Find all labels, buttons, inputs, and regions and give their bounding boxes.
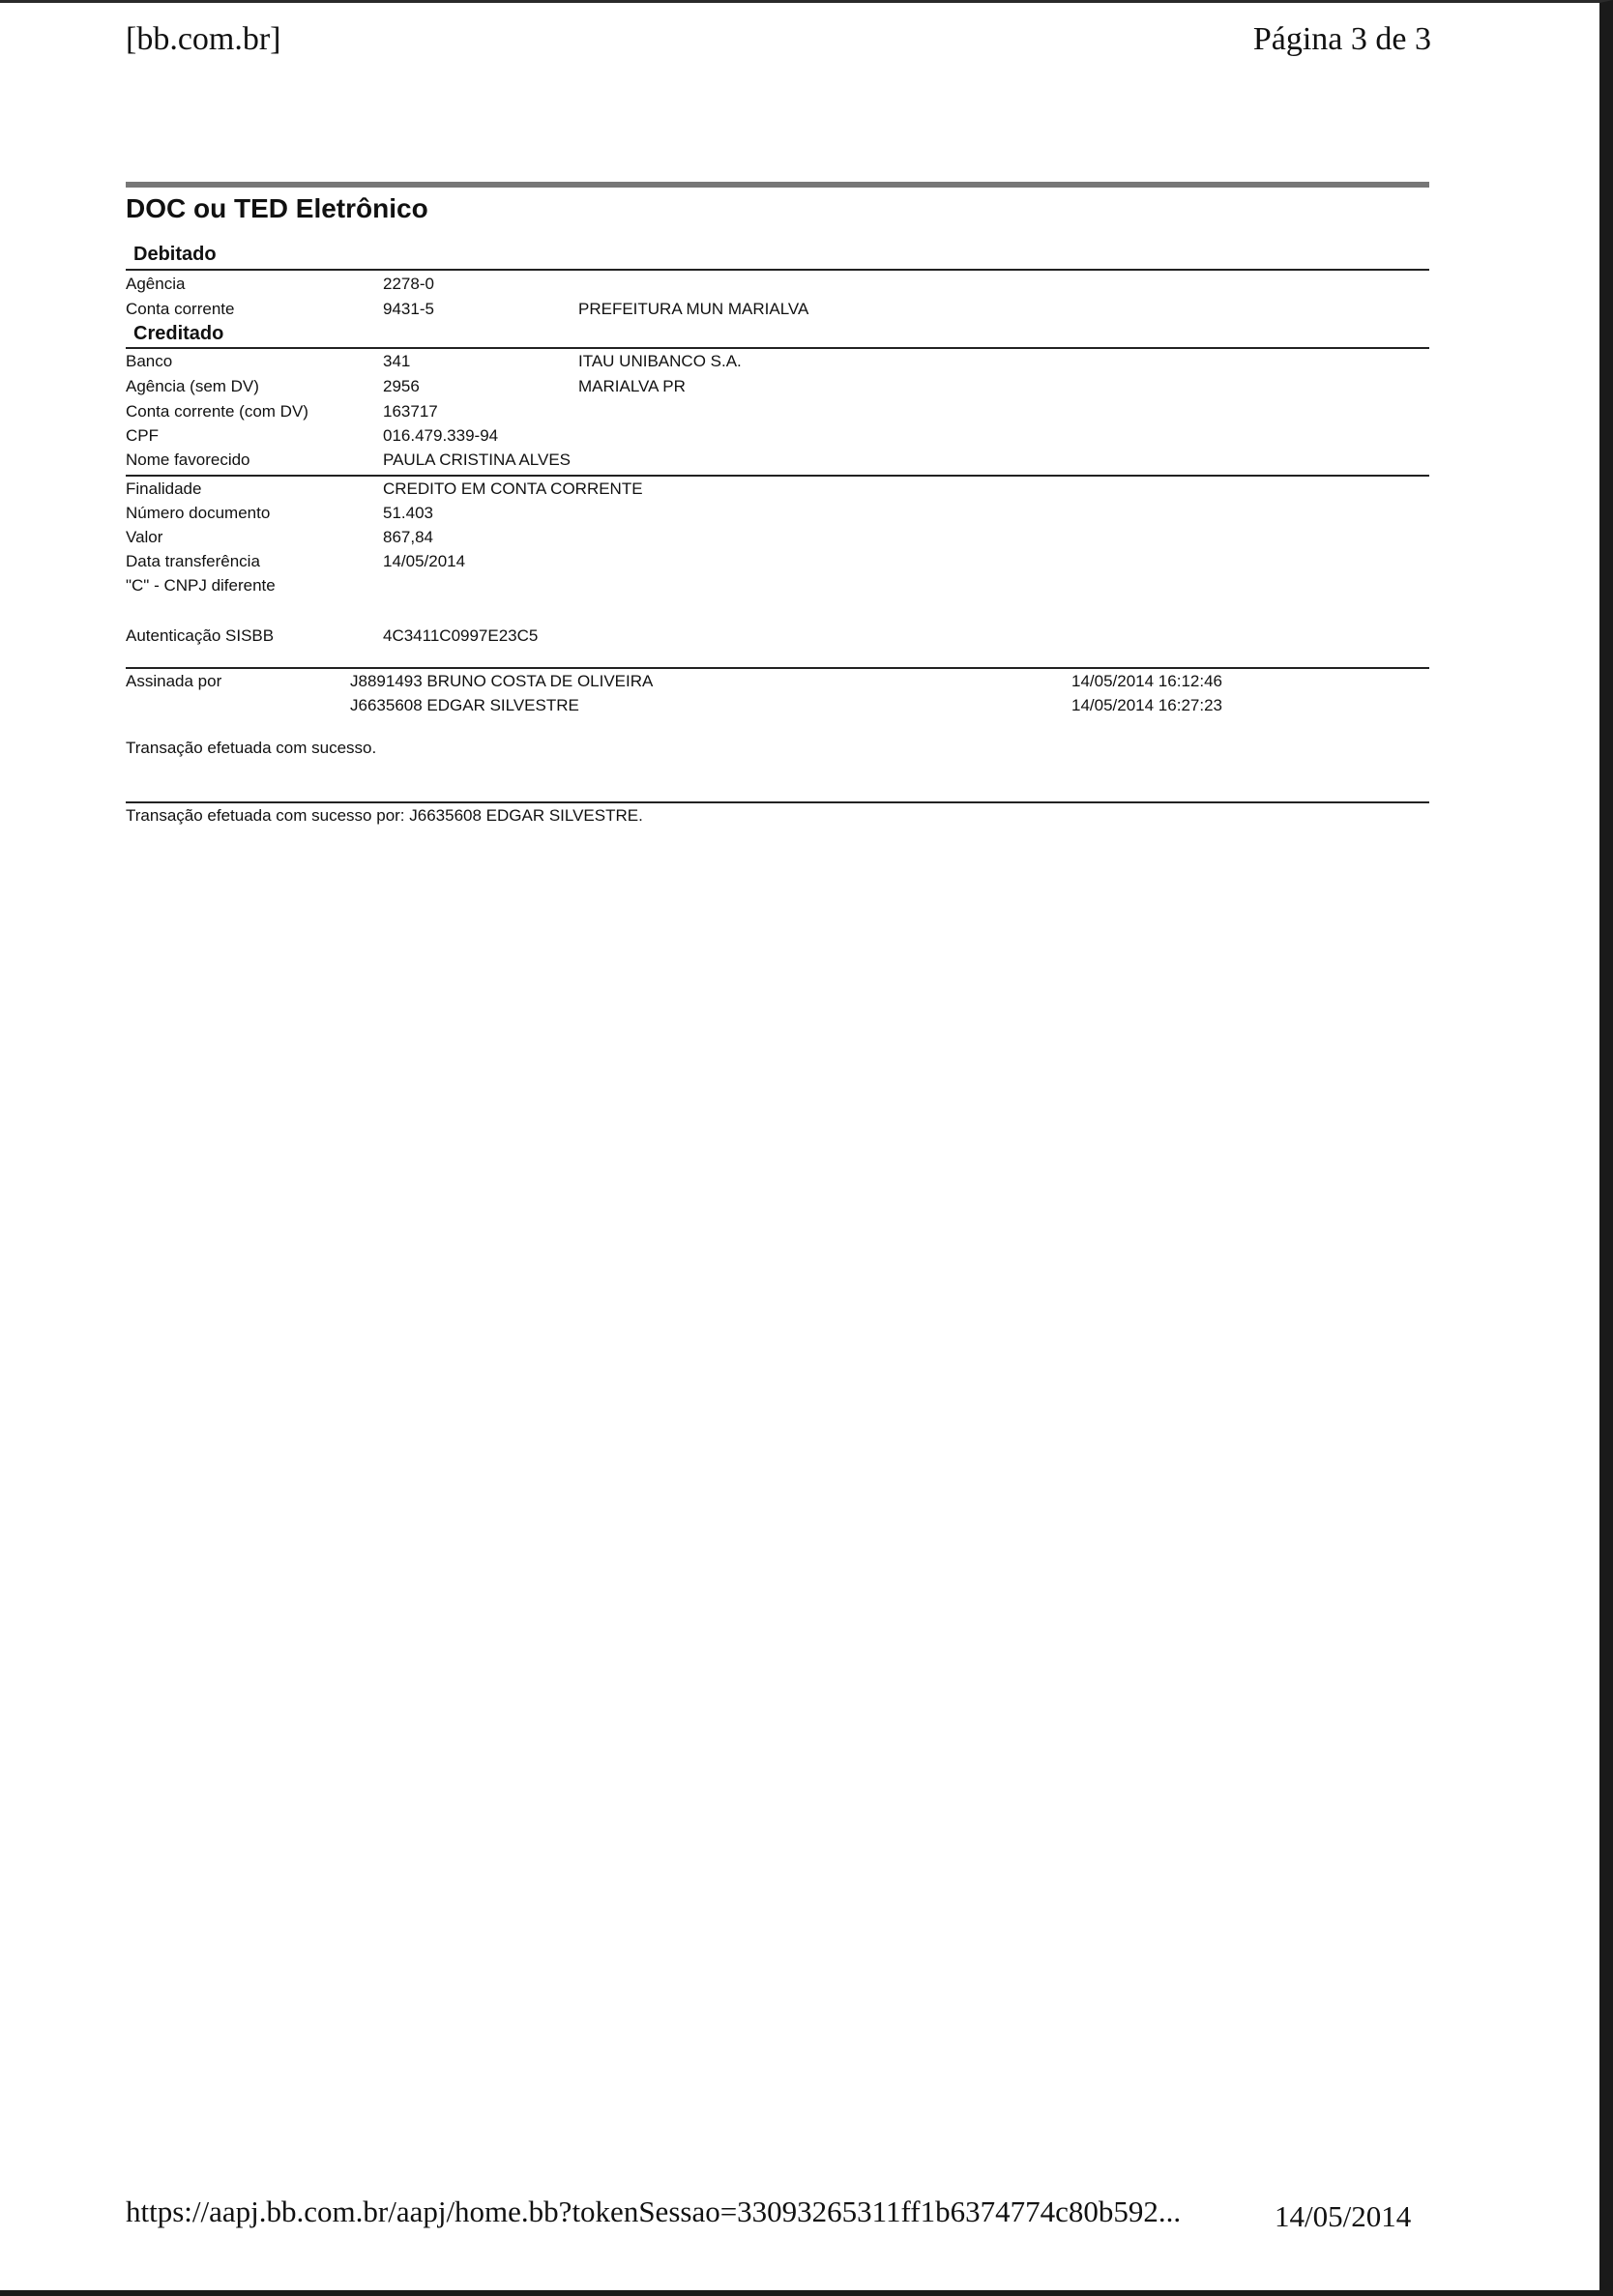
title-top-bar: [126, 182, 1429, 188]
finalidade-value: CREDITO EM CONTA CORRENTE: [383, 480, 643, 498]
divider-creditado: [126, 347, 1429, 349]
creditado-agencia-label: Agência (sem DV): [126, 377, 259, 395]
status-by-message: Transação efetuada com sucesso por: J6635608 EDGAR SILVESTRE.: [126, 806, 643, 825]
creditado-conta-label: Conta corrente (com DV): [126, 402, 308, 421]
valor-value: 867,84: [383, 528, 433, 546]
divider-debitado: [126, 269, 1429, 271]
assinada-por-label: Assinada por: [126, 672, 222, 690]
signer-2: J6635608 EDGAR SILVESTRE: [350, 696, 579, 714]
debitado-conta-value: 9431-5: [383, 300, 434, 318]
autenticacao-value: 4C3411C0997E23C5: [383, 626, 539, 645]
section-creditado: Creditado: [133, 323, 224, 344]
creditado-conta-value: 163717: [383, 402, 438, 421]
debitado-conta-name: PREFEITURA MUN MARIALVA: [578, 300, 809, 318]
divider-signatures: [126, 667, 1429, 669]
signer-2-datetime: 14/05/2014 16:27:23: [1071, 696, 1222, 714]
divider-status: [126, 801, 1429, 803]
creditado-nome-label: Nome favorecido: [126, 450, 250, 469]
footer-url: https://aapj.bb.com.br/aapj/home.bb?tokenSessao=33093265311ff1b6374774c80b592...: [126, 2194, 1182, 2228]
creditado-cpf-value: 016.479.339-94: [383, 426, 499, 445]
creditado-agencia-city: MARIALVA PR: [578, 377, 686, 395]
signer-1: J8891493 BRUNO COSTA DE OLIVEIRA: [350, 672, 654, 690]
debitado-agencia-value: 2278-0: [383, 275, 434, 293]
header-site: [bb.com.br]: [126, 21, 281, 57]
header-page-number: Página 3 de 3: [1252, 21, 1431, 57]
cnpj-diferente-label: "C" - CNPJ diferente: [126, 576, 276, 595]
signer-1-datetime: 14/05/2014 16:12:46: [1071, 672, 1222, 690]
creditado-banco-value: 341: [383, 352, 411, 370]
status-message: Transação efetuada com sucesso.: [126, 739, 377, 757]
creditado-agencia-value: 2956: [383, 377, 420, 395]
data-transferencia-label: Data transferência: [126, 552, 260, 570]
creditado-banco-label: Banco: [126, 352, 173, 370]
debitado-conta-label: Conta corrente: [126, 300, 235, 318]
numero-documento-value: 51.403: [383, 504, 433, 522]
creditado-cpf-label: CPF: [126, 426, 159, 445]
debitado-agencia-label: Agência: [126, 275, 186, 293]
numero-documento-label: Número documento: [126, 504, 271, 522]
valor-label: Valor: [126, 528, 163, 546]
creditado-nome-value: PAULA CRISTINA ALVES: [383, 450, 572, 469]
page-title: DOC ou TED Eletrônico: [126, 193, 428, 223]
data-transferencia-value: 14/05/2014: [383, 552, 466, 570]
footer-date: 14/05/2014: [1275, 2199, 1412, 2233]
section-debitado: Debitado: [133, 244, 217, 265]
autenticacao-label: Autenticação SISBB: [126, 626, 275, 645]
divider-details: [126, 475, 1429, 477]
finalidade-label: Finalidade: [126, 480, 202, 498]
creditado-banco-name: ITAU UNIBANCO S.A.: [578, 352, 742, 370]
